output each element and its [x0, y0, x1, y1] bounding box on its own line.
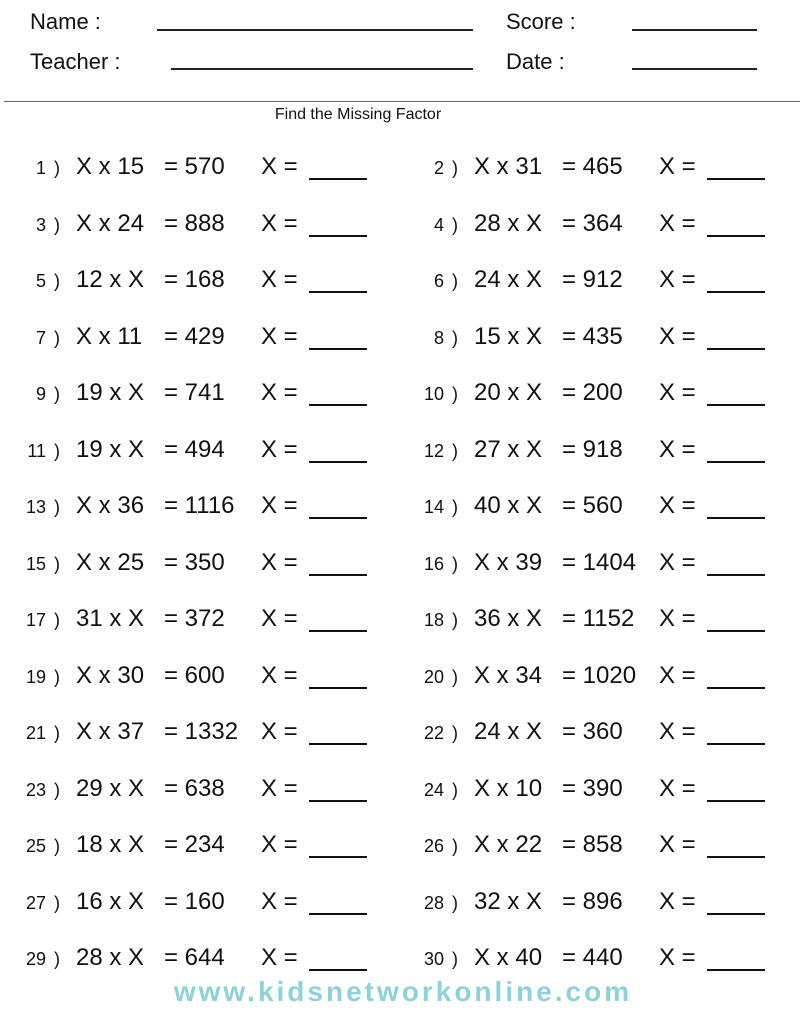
answer-label: X = [659, 718, 696, 745]
problem-number: 13 [25, 497, 46, 517]
problem-expression: 40 x X [474, 492, 543, 519]
problem-result: = 560 [562, 492, 623, 519]
problem-result: = 200 [562, 379, 623, 406]
answer-label: X = [261, 944, 298, 971]
problem-item [0, 251, 398, 308]
answer-blank[interactable] [707, 969, 765, 971]
problem-number: 24 [423, 779, 444, 800]
answer-label: X = [659, 209, 696, 237]
problem-result: = 429 [164, 322, 225, 350]
problem-number: 21 [25, 723, 46, 743]
problem-paren: ) [452, 384, 458, 404]
problem-result: = 858 [562, 831, 623, 858]
problem-number: 29 [25, 949, 46, 969]
problem-item [398, 308, 796, 365]
answer-label: X = [659, 661, 696, 689]
date-label: Date : [506, 49, 565, 74]
problem-expression: 31 x X [76, 605, 145, 632]
problem-expression: 19 x X [76, 379, 145, 406]
problem-expression: 27 x X [474, 435, 543, 463]
answer-label: X = [261, 153, 298, 180]
score-line[interactable] [632, 29, 757, 31]
problem-expression: 12 x X [76, 266, 145, 293]
answer-label: X = [659, 548, 696, 576]
answer-blank[interactable] [707, 291, 765, 293]
problem-expression: 15 x X [474, 322, 543, 350]
problem-number: 19 [25, 666, 46, 687]
answer-blank[interactable] [707, 235, 765, 237]
problem-number: 15 [25, 553, 46, 574]
answer-blank[interactable] [309, 630, 367, 632]
problem-item [0, 195, 398, 252]
worksheet-title: Find the Missing Factor [274, 106, 442, 123]
problem-number: 28 [423, 892, 444, 913]
problem-number: 25 [25, 836, 46, 856]
problem-row [0, 534, 806, 591]
answer-label: X = [261, 605, 298, 632]
problem-row [0, 816, 806, 873]
problem-number: 8 [433, 327, 444, 348]
problem-paren: ) [452, 723, 458, 743]
problem-expression: X x 31 [474, 153, 543, 180]
problem-paren: ) [54, 892, 60, 913]
problem-number: 3 [35, 214, 46, 235]
problem-result: = 918 [562, 435, 623, 463]
problem-paren: ) [452, 610, 458, 630]
problem-expression: 29 x X [76, 774, 145, 802]
problem-expression: 19 x X [76, 435, 145, 463]
problem-result: = 465 [562, 153, 623, 180]
problem-paren: ) [54, 949, 60, 969]
problem-result: = 644 [164, 944, 225, 971]
problem-expression: 16 x X [76, 887, 145, 915]
problem-expression: X x 15 [76, 153, 145, 180]
problem-paren: ) [452, 666, 458, 687]
problem-result: = 912 [562, 266, 623, 293]
answer-blank[interactable] [707, 800, 765, 802]
problem-item [398, 534, 796, 591]
problem-item [398, 647, 796, 704]
answer-label: X = [261, 548, 298, 576]
problem-row [0, 421, 806, 478]
name-line[interactable] [157, 29, 473, 31]
answer-label: X = [659, 266, 696, 293]
answer-blank[interactable] [309, 743, 367, 745]
problem-result: = 168 [164, 266, 225, 293]
problem-row [0, 590, 806, 647]
problem-result: = 896 [562, 887, 623, 915]
answer-label: X = [659, 492, 696, 519]
problem-paren: ) [452, 892, 458, 913]
problem-paren: ) [54, 158, 60, 178]
problem-result: = 160 [164, 887, 225, 915]
problem-row [0, 703, 806, 760]
problem-paren: ) [54, 271, 60, 291]
answer-blank[interactable] [309, 291, 367, 293]
problem-result: = 638 [164, 774, 225, 802]
answer-label: X = [261, 435, 298, 463]
answer-label: X = [659, 831, 696, 858]
answer-label: X = [261, 209, 298, 237]
problem-paren: ) [54, 723, 60, 743]
problem-result: = 440 [562, 944, 623, 971]
answer-label: X = [659, 774, 696, 802]
problem-result: = 350 [164, 548, 225, 576]
problem-number: 20 [423, 666, 444, 687]
problem-item [0, 590, 398, 647]
answer-label: X = [659, 153, 696, 180]
problem-result: = 390 [562, 774, 623, 802]
problem-number: 30 [423, 949, 444, 969]
problem-row [0, 364, 806, 421]
problem-expression: X x 40 [474, 944, 543, 971]
problem-item [0, 647, 398, 704]
answer-blank[interactable] [707, 178, 765, 180]
problem-paren: ) [452, 779, 458, 800]
answer-blank[interactable] [309, 687, 367, 689]
problem-number: 27 [25, 892, 46, 913]
problem-paren: ) [54, 440, 60, 461]
answer-label: X = [659, 379, 696, 406]
problem-result: = 1020 [562, 661, 637, 689]
problem-expression: X x 22 [474, 831, 543, 858]
answer-blank[interactable] [309, 517, 367, 519]
website-footer: www.kidsnetworkonline.com [173, 976, 633, 1007]
problem-item [398, 590, 796, 647]
problem-number: 23 [25, 779, 46, 800]
answer-blank[interactable] [707, 687, 765, 689]
answer-label: X = [261, 266, 298, 293]
date-line[interactable] [632, 68, 757, 70]
answer-blank[interactable] [707, 574, 765, 576]
problem-paren: ) [452, 158, 458, 178]
problem-result: = 600 [164, 661, 225, 689]
problem-expression: X x 34 [474, 661, 543, 689]
answer-label: X = [659, 887, 696, 915]
problem-item [398, 703, 796, 760]
answer-label: X = [659, 435, 696, 463]
problem-number: 14 [423, 497, 444, 517]
problem-expression: X x 30 [76, 661, 145, 689]
answer-blank[interactable] [707, 517, 765, 519]
problem-result: = 570 [164, 153, 225, 180]
problem-result: = 494 [164, 435, 225, 463]
answer-label: X = [261, 661, 298, 689]
problem-number: 10 [423, 384, 444, 404]
problem-number: 2 [433, 158, 444, 178]
problem-row [0, 760, 806, 817]
problem-paren: ) [452, 271, 458, 291]
problem-expression: 28 x X [76, 944, 145, 971]
problem-result: = 435 [562, 322, 623, 350]
answer-blank[interactable] [309, 178, 367, 180]
problem-item [398, 195, 796, 252]
answer-blank[interactable] [707, 404, 765, 406]
problem-result: = 888 [164, 209, 225, 237]
problem-result: = 364 [562, 209, 623, 237]
answer-blank[interactable] [309, 856, 367, 858]
problem-number: 26 [423, 836, 444, 856]
problem-item [0, 364, 398, 421]
problem-expression: X x 37 [76, 718, 145, 745]
problems-grid [0, 138, 806, 986]
problem-row [0, 308, 806, 365]
problem-row [0, 195, 806, 252]
answer-label: X = [659, 944, 696, 971]
problem-paren: ) [54, 666, 60, 687]
problem-paren: ) [452, 949, 458, 969]
answer-blank[interactable] [707, 630, 765, 632]
problem-item [398, 421, 796, 478]
problem-number: 9 [35, 384, 46, 404]
answer-label: X = [261, 887, 298, 915]
problem-result: = 234 [164, 831, 225, 858]
problem-expression: 36 x X [474, 605, 543, 632]
answer-blank[interactable] [707, 913, 765, 915]
problem-number: 4 [433, 214, 444, 235]
problem-result: = 372 [164, 605, 225, 632]
answer-blank[interactable] [707, 348, 765, 350]
problem-paren: ) [54, 497, 60, 517]
problem-expression: X x 39 [474, 548, 543, 576]
answer-label: X = [261, 379, 298, 406]
answer-label: X = [261, 492, 298, 519]
problem-item [0, 816, 398, 873]
problem-number: 12 [423, 440, 444, 461]
problem-expression: 32 x X [474, 887, 543, 915]
teacher-line[interactable] [171, 68, 473, 70]
problem-result: = 360 [562, 718, 623, 745]
problem-paren: ) [54, 384, 60, 404]
problem-number: 6 [433, 271, 444, 291]
problem-item [0, 760, 398, 817]
problem-expression: 18 x X [76, 831, 145, 858]
problem-row [0, 138, 806, 195]
problem-paren: ) [54, 779, 60, 800]
problem-item [398, 873, 796, 930]
problem-item [398, 760, 796, 817]
answer-blank[interactable] [309, 461, 367, 463]
problem-paren: ) [54, 610, 60, 630]
problem-result: = 1332 [164, 718, 239, 745]
problem-paren: ) [54, 214, 60, 235]
problem-result: = 1116 [164, 492, 235, 519]
answer-blank[interactable] [309, 235, 367, 237]
problem-paren: ) [452, 440, 458, 461]
answer-blank[interactable] [309, 348, 367, 350]
problem-item [398, 364, 796, 421]
problem-paren: ) [452, 836, 458, 856]
answer-blank[interactable] [309, 969, 367, 971]
score-label: Score : [506, 9, 576, 34]
problem-expression: 28 x X [474, 209, 543, 237]
problem-number: 17 [25, 610, 46, 630]
problem-expression: X x 25 [76, 548, 145, 576]
problem-number: 1 [35, 158, 46, 178]
problem-item [398, 251, 796, 308]
problem-item [398, 138, 796, 195]
problem-expression: X x 36 [76, 492, 145, 519]
answer-blank[interactable] [707, 856, 765, 858]
answer-blank[interactable] [707, 743, 765, 745]
problem-result: = 1404 [562, 548, 637, 576]
answer-label: X = [659, 322, 696, 350]
problem-item [0, 873, 398, 930]
problem-number: 22 [423, 723, 444, 743]
answer-blank[interactable] [309, 913, 367, 915]
problem-number: 7 [35, 327, 46, 348]
problem-item [0, 421, 398, 478]
problem-expression: X x 10 [474, 774, 543, 802]
problem-number: 11 [27, 440, 46, 461]
answer-label: X = [261, 831, 298, 858]
problem-number: 16 [423, 553, 444, 574]
problem-number: 5 [35, 271, 46, 291]
problem-paren: ) [452, 327, 458, 348]
teacher-label: Teacher : [30, 49, 121, 74]
answer-blank[interactable] [309, 800, 367, 802]
problem-result: = 1152 [562, 605, 635, 632]
problem-item [0, 138, 398, 195]
problem-item [0, 308, 398, 365]
problem-paren: ) [54, 836, 60, 856]
problem-item [0, 703, 398, 760]
problem-item [0, 477, 398, 534]
problem-row [0, 251, 806, 308]
problem-paren: ) [452, 214, 458, 235]
problem-paren: ) [452, 553, 458, 574]
problem-expression: 20 x X [474, 379, 543, 406]
answer-label: X = [261, 774, 298, 802]
problem-expression: X x 24 [76, 209, 145, 237]
answer-label: X = [261, 322, 298, 350]
problem-expression: 24 x X [474, 718, 543, 745]
problem-result: = 741 [164, 379, 225, 406]
problem-paren: ) [452, 497, 458, 517]
problem-row [0, 647, 806, 704]
header-divider [4, 101, 800, 102]
problem-expression: 24 x X [474, 266, 543, 293]
name-label: Name : [30, 9, 101, 34]
problem-expression: X x 11 [76, 322, 143, 350]
answer-blank[interactable] [309, 574, 367, 576]
answer-label: X = [261, 718, 298, 745]
problem-item [0, 534, 398, 591]
problem-item [398, 816, 796, 873]
problem-paren: ) [54, 327, 60, 348]
answer-label: X = [659, 605, 696, 632]
answer-blank[interactable] [309, 404, 367, 406]
problem-paren: ) [54, 553, 60, 574]
problem-item [398, 477, 796, 534]
answer-blank[interactable] [707, 461, 765, 463]
problem-row [0, 873, 806, 930]
problem-row [0, 477, 806, 534]
problem-number: 18 [423, 610, 444, 630]
